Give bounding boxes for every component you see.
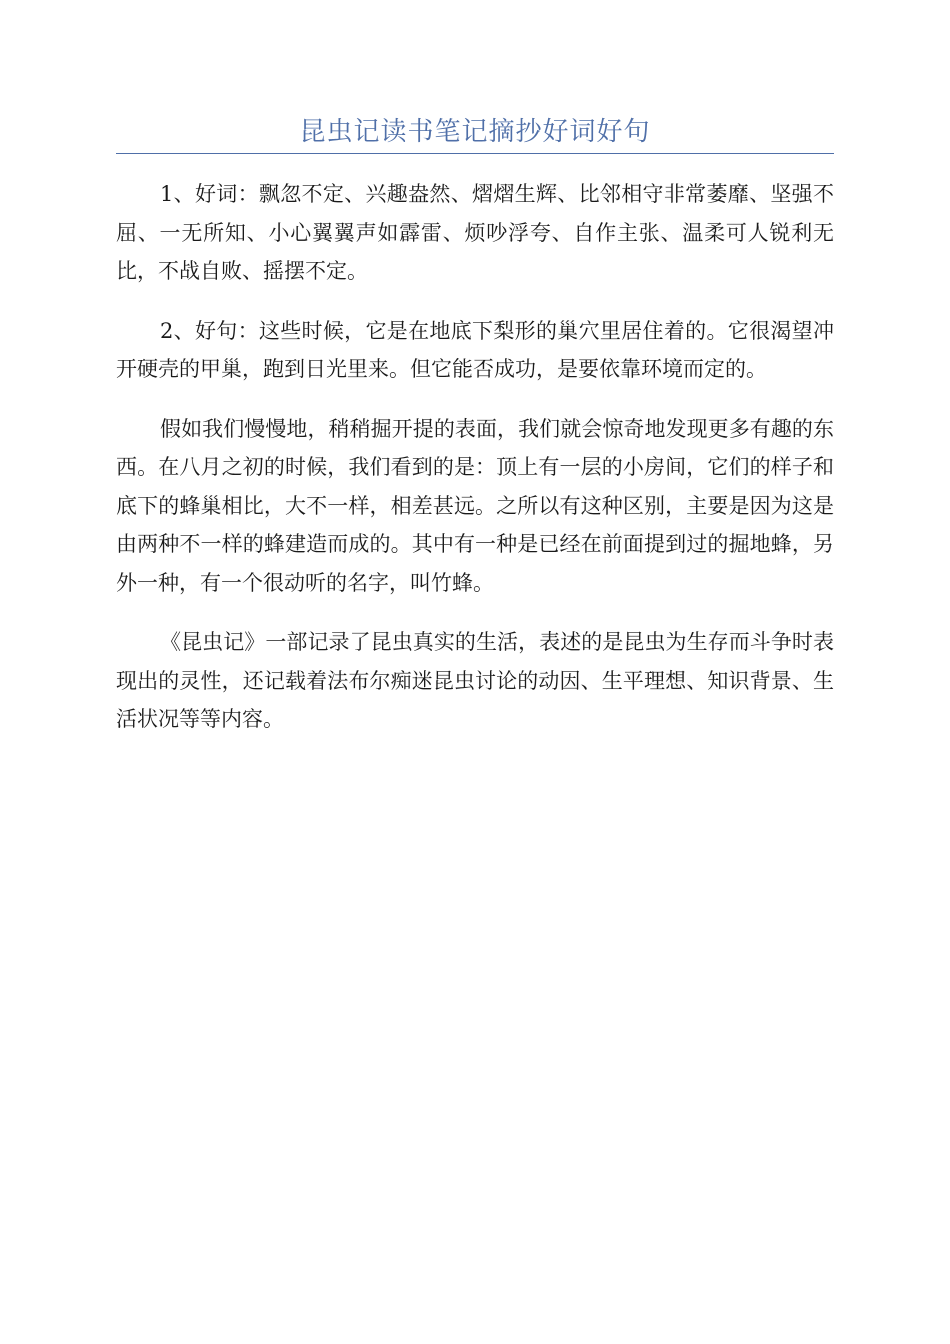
document-body	[116, 175, 834, 760]
title-underline	[116, 153, 834, 154]
paragraph-good-words: 1、好词：飘忽不定、兴趣盎然、熠熠生辉、比邻相守非常萎靡、坚强不屈、一无所知、小心翼翼声如霹雷、烦吵浮夸、自作主张、温柔可人锐利无比，不战自败、摇摆不定。	[116, 182, 834, 283]
paragraph-excerpt: 假如我们慢慢地，稍稍掘开提的表面，我们就会惊奇地发现更多有趣的东西。在八月之初的时候，我们看到的是：顶上有一层的小房间，它们的样子和底下的蜂巢相比，大不一样，相差甚远。之所以有这种区别，主要是因为这是由两种不一样的蜂建造而成的。其中有一种是已经在前面提到过的掘地蜂，另外一种，有一个很动听的名字，叫竹蜂。	[116, 416, 834, 595]
paragraph-good-sentences: 2、好句：这些时候，它是在地底下梨形的巢穴里居住着的。它很渴望冲开硬壳的甲巢，跑到日光里来。但它能否成功，是要依靠环境而定的。	[116, 318, 834, 381]
paragraph-summary: 《昆虫记》一部记录了昆虫真实的生活，表述的是昆虫为生存而斗争时表现出的灵性，还记载着法布尔痴迷昆虫讨论的动因、生平理想、知识背景、生活状况等等内容。	[116, 630, 834, 731]
document-title: 昆虫记读书笔记摘抄好词好句	[299, 117, 651, 147]
